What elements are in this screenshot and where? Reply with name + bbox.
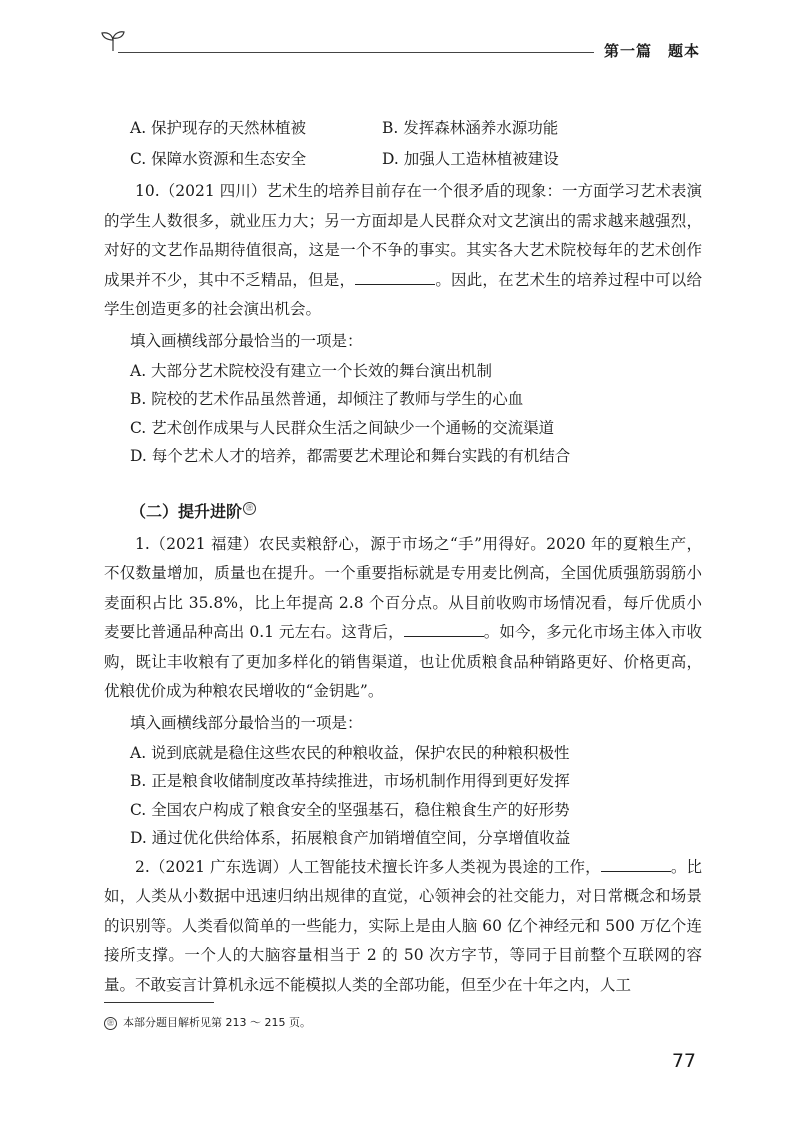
page-header xyxy=(100,30,700,70)
page-body xyxy=(104,116,702,1000)
option-a: A. 保护现存的天然林植被 xyxy=(130,119,307,137)
question-10-prompt: 填入画横线部分最恰当的一项是： xyxy=(130,331,363,350)
question-1-option-b: B. 正是粮食收储制度改革持续推进，市场机制作用得到更好发挥 xyxy=(130,772,570,790)
question-2-stem: 2.（2021 广东选调）人工智能技术擅长许多人类视为畏途的工作， 。比如，人类从小数据中迅速归纳出规律的直觉，心领神会的社交能力，对日常概念和场景的识别等。人类看似简单的一些能力，实际上是由人脑 60 亿个神经元和 500 万亿个连接所支撑。一个人的大脑容量相当于 2 的 50 次方字节，等同于目前整个互联网的容量。不敢妄言计算机永远不能模拟人类的全部功能，但至少在十年之内，人工 xyxy=(104,857,702,994)
question-10-option-b: B. 院校的艺术作品虽然普通，却倾注了教师与学生的心血 xyxy=(130,390,524,408)
answer-blank xyxy=(355,270,435,285)
annotation-badge-icon: ㊟ xyxy=(104,1017,117,1030)
answer-blank xyxy=(404,622,484,637)
question-10-option-a: A. 大部分艺术院校没有建立一个长效的舞台演出机制 xyxy=(130,361,493,380)
question-1-stem: 1.（2021 福建）农民卖粮舒心，源于市场之“手”用得好。2020 年的夏粮生产，不仅数量增加，质量也在提升。一个重要指标就是专用麦比例高，全国优质强筋弱筋小麦面积占比 35.8%，比上年提高 2.8 个百分点。从目前收购市场情况看，每斤优质小麦要比普通品种高出 0.1 元左右。这背后， 。如今，多元化市场主体入市收购，既让丰收粮有了更加多样化的销售渠道，也让优质粮食品种销路更好、价格更高，优粮优价成为种粮农民增收的“金钥匙”。 xyxy=(104,534,702,700)
sprout-icon xyxy=(100,30,126,52)
question-10-option-d: D. 每个艺术人才的培养，都需要艺术理论和舞台实践的有机结合 xyxy=(130,447,571,465)
question-1-prompt: 填入画横线部分最恰当的一项是： xyxy=(130,713,363,732)
question-10-option-c: C. 艺术创作成果与人民群众生活之间缺少一个通畅的交流渠道 xyxy=(130,418,555,437)
question-1-option-a: A. 说到底就是稳住这些农民的种粮收益，保护农民的种粮积极性 xyxy=(130,743,570,762)
answer-blank xyxy=(601,857,671,872)
subsection-heading: （二）提升进阶 ㊟ xyxy=(104,499,702,522)
option-c: C. 保障水资源和生态安全 xyxy=(130,150,307,168)
question-1-option-c: C. 全国农户构成了粮食安全的坚强基石，稳住粮食生产的好形势 xyxy=(130,800,570,819)
footnote: ㊟ 本部分题目解析见第 213 ～ 215 页。 xyxy=(104,1014,311,1030)
question-10-stem: 10.（2021 四川）艺术生的培养目前存在一个很矛盾的现象：一方面学习艺术表演的学生人数很多，就业压力大；另一方面却是人民群众对文艺演出的需求越来越强烈，对好的文艺作品期待值很高，这是一个不争的事实。其实各大艺术院校每年的艺术创作成果并不少，其中不乏精品，但是， 。因此，在艺术生的培养过程中可以给学生创造更多的社会演出机会。 xyxy=(104,182,702,318)
page-number: 77 xyxy=(671,1050,696,1072)
footnote-rule xyxy=(104,1002,214,1003)
option-d: D. 加强人工造林植被建设 xyxy=(382,150,559,168)
question-9-options xyxy=(104,116,702,169)
section-title: 第一篇 题本 xyxy=(594,40,700,61)
question-1-option-d: D. 通过优化供给体系，拓展粮食产加销增值空间，分享增值收益 xyxy=(130,829,571,847)
option-b: B. 发挥森林涵养水源功能 xyxy=(382,119,559,137)
annotation-badge-icon: ㊟ xyxy=(243,502,256,515)
